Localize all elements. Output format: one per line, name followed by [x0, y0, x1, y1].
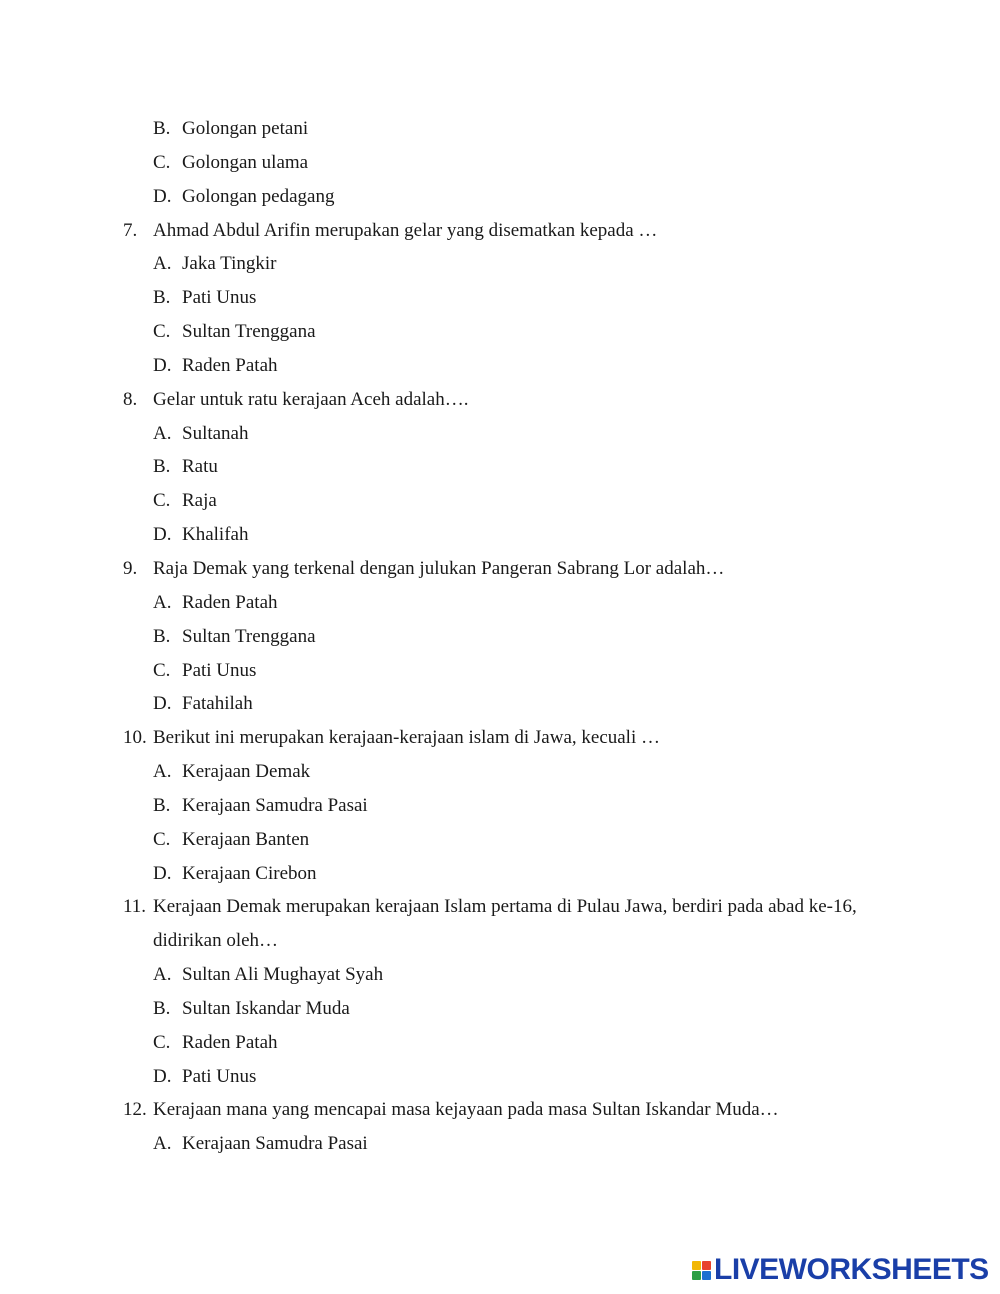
question-text: Kerajaan mana yang mencapai masa kejayaan pada masa Sultan Iskandar Muda… — [153, 1099, 779, 1121]
logo-mark-square — [702, 1261, 711, 1270]
answer-option — [0, 755, 1000, 789]
answer-option — [0, 1060, 1000, 1094]
question-item — [0, 383, 1000, 417]
answer-option — [0, 620, 1000, 654]
question-text: Ahmad Abdul Arifin merupakan gelar yang disematkan kepada … — [153, 219, 658, 241]
logo-mark-icon — [692, 1261, 711, 1280]
option-letter: B. — [153, 625, 171, 647]
option-letter: D. — [153, 862, 172, 884]
option-letter: B. — [153, 794, 171, 816]
option-letter: C. — [153, 490, 171, 512]
answer-option — [0, 180, 1000, 214]
option-text: Golongan ulama — [182, 151, 309, 173]
answer-option — [0, 992, 1000, 1026]
option-text: Ratu — [182, 456, 218, 478]
option-letter: A. — [153, 964, 172, 986]
answer-option — [0, 450, 1000, 484]
option-letter: D. — [153, 185, 172, 207]
option-text: Pati Unus — [182, 1065, 257, 1087]
question-text: Raja Demak yang terkenal dengan julukan Pangeran Sabrang Lor adalah… — [153, 557, 725, 579]
answer-option — [0, 789, 1000, 823]
logo-mark-square — [702, 1271, 711, 1280]
option-letter: B. — [153, 287, 171, 309]
answer-option — [0, 349, 1000, 383]
option-letter: D. — [153, 1065, 172, 1087]
option-text: Sultan Ali Mughayat Syah — [182, 964, 384, 986]
question-text-continuation — [0, 924, 1000, 958]
question-item — [0, 890, 1000, 924]
option-letter: D. — [153, 354, 172, 376]
option-letter: C. — [153, 659, 171, 681]
option-letter: A. — [153, 591, 172, 613]
question-number: 9. — [123, 557, 138, 579]
answer-option — [0, 654, 1000, 688]
option-text: Kerajaan Cirebon — [182, 862, 317, 884]
option-letter: C. — [153, 828, 171, 850]
option-text: Raja — [182, 490, 217, 512]
option-letter: B. — [153, 997, 171, 1019]
option-letter: C. — [153, 1031, 171, 1053]
option-text: Jaka Tingkir — [182, 253, 277, 275]
option-letter: D. — [153, 693, 172, 715]
question-number: 8. — [123, 388, 138, 410]
answer-option — [0, 1026, 1000, 1060]
option-text: Fatahilah — [182, 693, 253, 715]
answer-option — [0, 417, 1000, 451]
option-text: Khalifah — [182, 524, 249, 546]
answer-option — [0, 247, 1000, 281]
option-text: Kerajaan Samudra Pasai — [182, 794, 368, 816]
option-text: Kerajaan Samudra Pasai — [182, 1133, 368, 1155]
option-letter: A. — [153, 761, 172, 783]
answer-option — [0, 112, 1000, 146]
logo-mark-square — [692, 1271, 701, 1280]
logo-text: LIVEWORKSHEETS — [714, 1253, 989, 1286]
option-letter: D. — [153, 524, 172, 546]
question-number: 11. — [123, 896, 147, 918]
answer-option — [0, 315, 1000, 349]
answer-option — [0, 1127, 1000, 1161]
question-list — [0, 112, 1000, 1161]
answer-option — [0, 857, 1000, 891]
option-letter: A. — [153, 253, 172, 275]
question-number: 10. — [123, 727, 147, 749]
option-text: Raden Patah — [182, 1031, 278, 1053]
option-text: Pati Unus — [182, 287, 257, 309]
question-text: Gelar untuk ratu kerajaan Aceh adalah…. — [153, 388, 469, 410]
logo-mark-square — [692, 1261, 701, 1270]
question-item — [0, 1093, 1000, 1127]
option-letter: A. — [153, 422, 172, 444]
option-text: Sultanah — [182, 422, 249, 444]
option-text: Raden Patah — [182, 354, 278, 376]
answer-option — [0, 958, 1000, 992]
option-text: Raden Patah — [182, 591, 278, 613]
question-item — [0, 552, 1000, 586]
question-text: Berikut ini merupakan kerajaan-kerajaan islam di Jawa, kecuali … — [153, 727, 660, 749]
option-text: Golongan petani — [182, 118, 309, 139]
option-letter: B. — [153, 456, 171, 478]
option-text: Golongan pedagang — [182, 185, 335, 207]
option-letter: C. — [153, 321, 171, 343]
option-letter: C. — [153, 151, 171, 173]
option-text: Sultan Trenggana — [182, 321, 316, 343]
question-item — [0, 214, 1000, 248]
answer-option — [0, 687, 1000, 721]
option-text: Kerajaan Banten — [182, 828, 310, 850]
option-text: Sultan Trenggana — [182, 625, 316, 647]
question-item — [0, 721, 1000, 755]
answer-option — [0, 823, 1000, 857]
question-number: 12. — [123, 1099, 147, 1121]
answer-option — [0, 484, 1000, 518]
answer-option — [0, 586, 1000, 620]
answer-option — [0, 146, 1000, 180]
option-text: Kerajaan Demak — [182, 761, 311, 783]
question-text: Kerajaan Demak merupakan kerajaan Islam pertama di Pulau Jawa, berdiri pada abad ke-16, — [153, 896, 857, 918]
liveworksheets-logo — [692, 1254, 989, 1286]
question-number: 7. — [123, 219, 138, 241]
option-text: Sultan Iskandar Muda — [182, 997, 350, 1019]
question-text: didirikan oleh… — [153, 930, 279, 952]
option-letter: A. — [153, 1133, 172, 1155]
option-letter: B. — [153, 118, 171, 139]
answer-option — [0, 518, 1000, 552]
answer-option — [0, 281, 1000, 315]
option-text: Pati Unus — [182, 659, 257, 681]
